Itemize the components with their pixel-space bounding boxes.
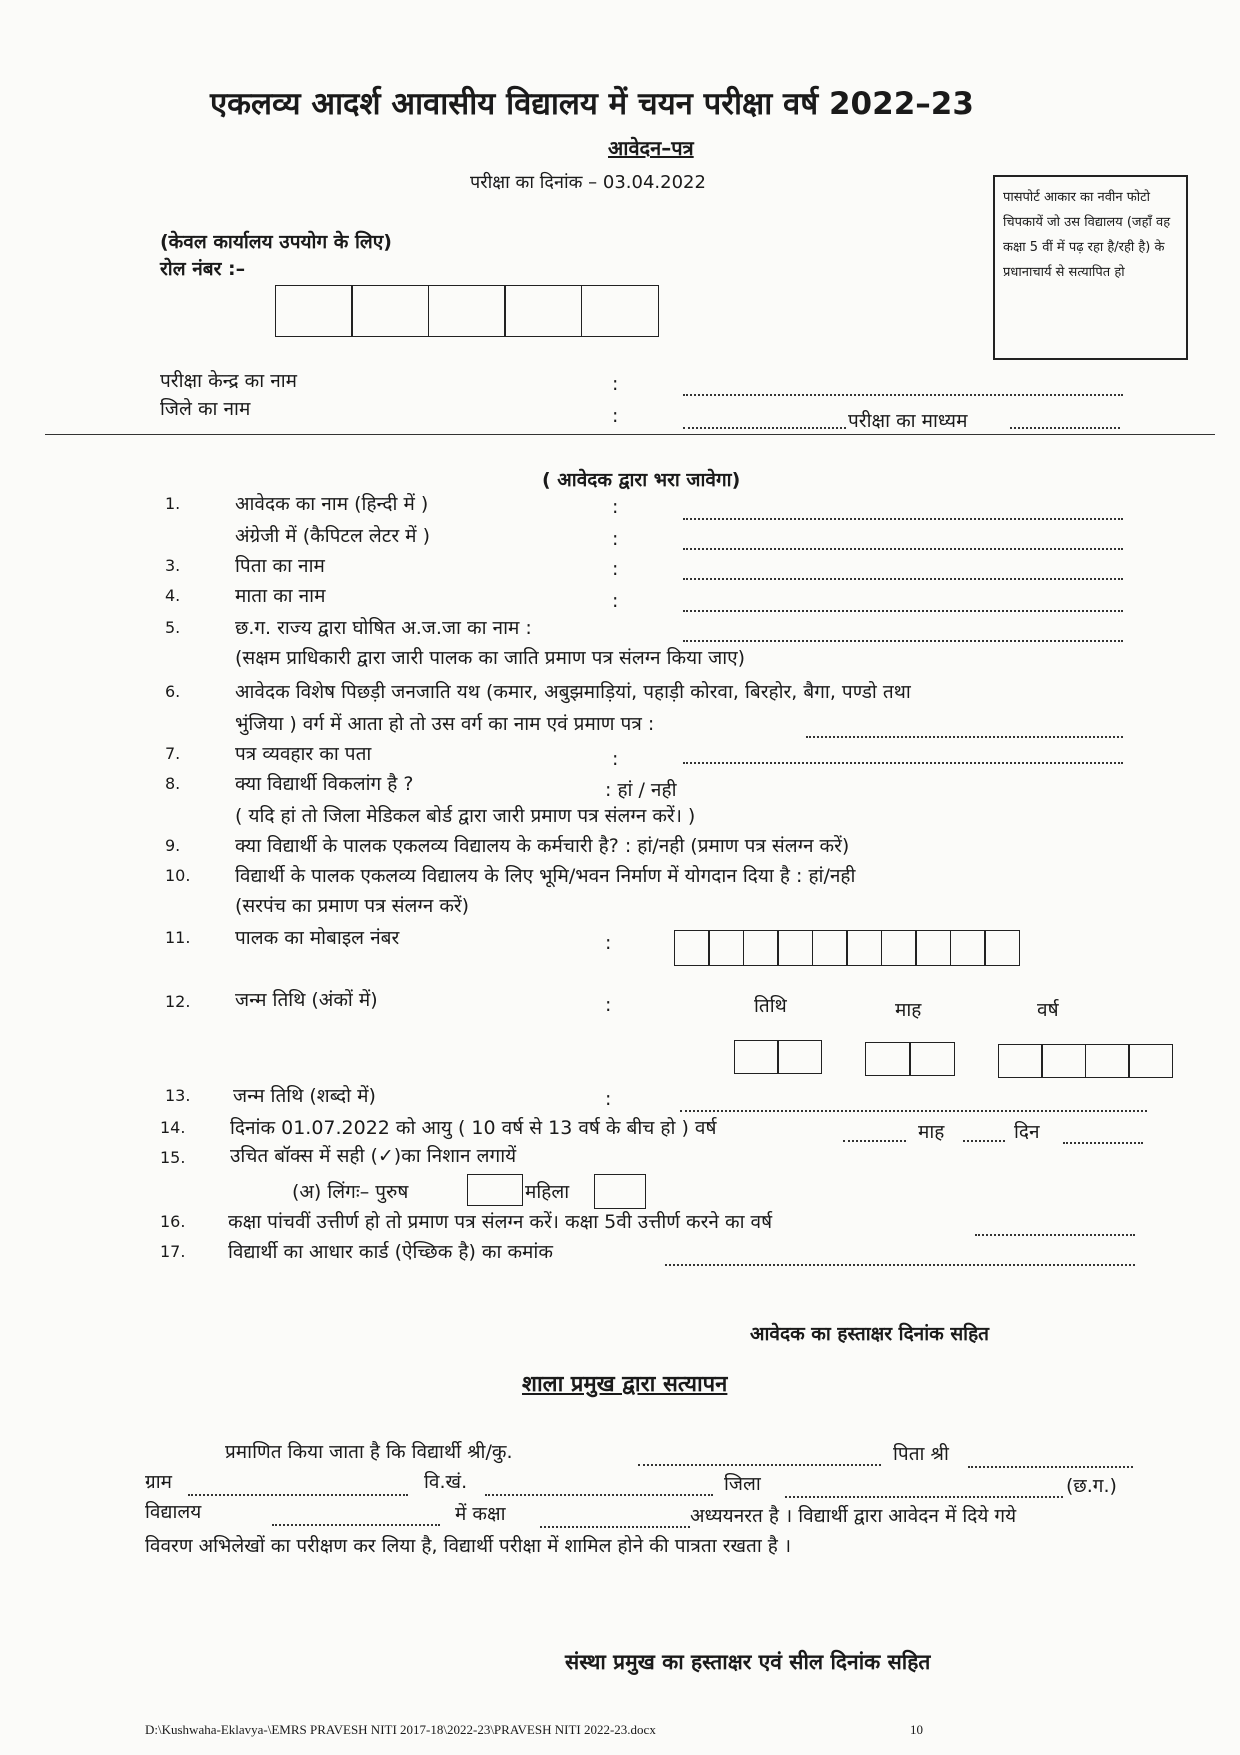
age-days-field[interactable] — [1063, 1142, 1143, 1144]
item-number: 16. — [160, 1212, 186, 1231]
address-field[interactable] — [683, 762, 1123, 764]
item-number: 10. — [165, 866, 191, 885]
verification-text-4: विवरण अभिलेखों का परीक्षण कर लिया है, विद्यार्थी परीक्षा में शामिल होने की पात्रता रखता है । — [145, 1535, 792, 1557]
office-use-heading: (केवल कार्यालय उपयोग के लिए) — [160, 231, 392, 253]
name-english-label: अंग्रेजी में (कैपिटल लेटर में ) — [235, 525, 430, 547]
pvtg-label: आवेदक विशेष पिछड़ी जनजाति यथ (कमार, अबुझमाड़ियां, पहाड़ी कोरवा, बिरहोर, बैगा, पण्डो तथा — [235, 681, 911, 703]
school-label: विद्यालय — [145, 1501, 202, 1523]
dob-day-label: तिथि — [754, 995, 787, 1017]
colon: : — [612, 373, 619, 395]
land-contribution-question[interactable]: विद्यार्थी के पालक एकलव्य विद्यालय के लिए भूमि/भवन निर्माण में योगदान दिया है : हां/नही — [235, 865, 856, 887]
mother-name-label: माता का नाम — [235, 585, 326, 607]
item-number: 3. — [165, 556, 181, 575]
pvtg-label-cont: भुंजिया ) वर्ग में आता हो तो उस वर्ग का नाम एवं प्रमाण पत्र : — [235, 713, 655, 735]
colon: : — [612, 558, 619, 580]
tribe-note: (सक्षम प्राधिकारी द्वारा जारी पालक का जाति प्रमाण पत्र संलग्न किया जाए) — [235, 647, 746, 669]
dob-month-boxes[interactable] — [866, 1042, 955, 1076]
colon: : — [605, 1088, 612, 1110]
aadhaar-field[interactable] — [665, 1264, 1135, 1266]
gender-female-label: महिला — [525, 1181, 570, 1203]
page-number: 10 — [910, 1722, 923, 1737]
item-number: 8. — [165, 774, 181, 793]
mobile-label: पालक का मोबाइल नंबर — [235, 927, 400, 949]
age-label: दिनांक 01.07.2022 को आयु ( 10 वर्ष से 13 वर्ष के बीच हो ) वर्ष — [230, 1117, 717, 1139]
roll-number-boxes[interactable] — [276, 285, 659, 337]
principal-signature-label: संस्था प्रमुख का हस्ताक्षर एवं सील दिनांक सहित — [565, 1650, 931, 1674]
exam-center-label: परीक्षा केन्द्र का नाम — [160, 370, 298, 392]
class-field[interactable] — [540, 1526, 690, 1528]
item-number: 5. — [165, 618, 181, 637]
parent-employee-question[interactable]: क्या विद्यार्थी के पालक एकलव्य विद्यालय के कर्मचारी है? : हां/नही (प्रमाण पत्र संलग्न करें) — [235, 835, 850, 857]
roll-number-label: रोल नंबर :– — [160, 258, 246, 280]
aadhaar-label: विद्यार्थी का आधार कार्ड (ऐच्छिक है) का कमांक — [228, 1241, 553, 1263]
page-title: एकलव्य आदर्श आवासीय विद्यालय में चयन परीक्षा वर्ष 2022–23 — [210, 86, 974, 122]
item-number: 9. — [165, 836, 181, 855]
district-label: जिले का नाम — [160, 398, 251, 420]
name-hindi-field[interactable] — [683, 518, 1123, 520]
dob-year-label: वर्ष — [1037, 999, 1059, 1021]
father-name-label: पिता का नाम — [235, 555, 325, 577]
village-label: ग्राम — [145, 1471, 172, 1493]
dob-month-label: माह — [895, 999, 922, 1021]
colon: : — [612, 528, 619, 550]
form-subtitle: आवेदन–पत्र — [608, 136, 694, 160]
pvtg-field[interactable] — [806, 736, 1123, 738]
item-number: 17. — [160, 1242, 186, 1261]
school-field[interactable] — [272, 1524, 440, 1526]
district-verification-field[interactable] — [785, 1496, 1063, 1498]
father-name-field[interactable] — [683, 578, 1123, 580]
item-number: 7. — [165, 744, 181, 763]
block-field[interactable] — [485, 1494, 713, 1496]
colon: : — [612, 590, 619, 612]
colon: : — [612, 496, 619, 518]
verification-father-label: पिता श्री — [893, 1443, 949, 1465]
photo-box — [993, 175, 1188, 360]
exam-medium-label: परीक्षा का माध्यम — [848, 410, 968, 432]
student-name-field[interactable] — [638, 1464, 881, 1466]
exam-medium-field[interactable] — [1010, 427, 1120, 429]
land-contribution-note: (सरपंच का प्रमाण पत्र संलग्न करें) — [235, 895, 470, 917]
item-number: 12. — [165, 992, 191, 1011]
disability-note: ( यदि हां तो जिला मेडिकल बोर्ड द्वारा जारी प्रमाण पत्र संलग्न करें। ) — [235, 805, 696, 827]
divider — [45, 434, 1215, 435]
mobile-number-boxes[interactable] — [675, 930, 1020, 966]
item-number: 15. — [160, 1148, 186, 1167]
age-month-label: माह — [918, 1121, 945, 1143]
age-years-field[interactable] — [843, 1140, 906, 1142]
district-verification-label: जिला — [724, 1473, 761, 1495]
block-label: वि.खं. — [424, 1471, 468, 1493]
student-father-field[interactable] — [968, 1466, 1133, 1468]
address-label: पत्र व्यवहार का पता — [235, 743, 372, 765]
dob-words-label: जन्म तिथि (शब्दो में) — [233, 1085, 376, 1107]
exam-center-field[interactable] — [683, 394, 1123, 396]
village-field[interactable] — [188, 1494, 408, 1496]
verification-heading: शाला प्रमुख द्वारा सत्यापन — [522, 1372, 728, 1397]
tick-instruction: उचित बॉक्स में सही (✓)का निशान लगायें — [230, 1145, 517, 1167]
state-label: (छ.ग.) — [1066, 1475, 1117, 1497]
colon: : — [605, 932, 612, 954]
verification-text-1: प्रमाणित किया जाता है कि विद्यार्थी श्री/कु. — [225, 1441, 513, 1463]
dob-day-boxes[interactable] — [735, 1040, 822, 1074]
colon: : — [605, 994, 612, 1016]
applicant-heading: ( आवेदक द्वारा भरा जावेगा) — [542, 469, 741, 491]
item-number: 13. — [165, 1086, 191, 1105]
gender-male-checkbox[interactable] — [467, 1174, 523, 1206]
name-hindi-label: आवेदक का नाम (हिन्दी में ) — [235, 493, 429, 515]
age-months-field[interactable] — [963, 1140, 1005, 1142]
item-number: 11. — [165, 928, 191, 947]
item-number: 4. — [165, 586, 181, 605]
dob-digits-label: जन्म तिथि (अंकों में) — [235, 989, 378, 1011]
colon: : — [612, 748, 619, 770]
colon: : — [612, 405, 619, 427]
tribe-name-field[interactable] — [683, 640, 1123, 642]
gender-female-checkbox[interactable] — [594, 1174, 646, 1209]
tribe-name-label: छ.ग. राज्य द्वारा घोषित अ.ज.जा का नाम : — [235, 617, 532, 639]
name-english-field[interactable] — [683, 548, 1123, 550]
class-label: में कक्षा — [455, 1503, 506, 1525]
verification-text-3: अध्ययनरत है । विद्यार्थी द्वारा आवेदन में दिये गये — [690, 1505, 1017, 1527]
disability-options[interactable]: : हां / नही — [605, 779, 677, 801]
disability-label: क्या विद्यार्थी विकलांग है ? — [235, 773, 414, 795]
age-day-label: दिन — [1014, 1121, 1040, 1143]
photo-instructions: पासपोर्ट आकार का नवीन फोटो चिपकायें जो उस विद्यालय (जहाँ वह कक्षा 5 वीं में पढ़ रहा है/रही है) के प्रधानाचार्य से सत्यापित हो — [1003, 190, 1171, 280]
dob-words-field[interactable] — [680, 1110, 1147, 1112]
footer-file-path: D:\Kushwaha-Eklavya-\EMRS PRAVESH NITI 2017-18\2022-23\PRAVESH NITI 2022-23.docx — [145, 1722, 656, 1737]
district-field[interactable] — [683, 427, 846, 429]
item-number: 14. — [160, 1118, 186, 1137]
class5-pass-label: कक्षा पांचवीं उत्तीर्ण हो तो प्रमाण पत्र संलग्न करें। कक्षा 5वी उत्तीर्ण करने का वर्ष — [228, 1211, 773, 1233]
applicant-signature-label: आवेदक का हस्ताक्षर दिनांक सहित — [750, 1323, 990, 1345]
dob-year-boxes[interactable] — [999, 1044, 1173, 1078]
class5-pass-year-field[interactable] — [975, 1234, 1135, 1236]
exam-date: परीक्षा का दिनांक – 03.04.2022 — [470, 172, 706, 193]
item-number: 6. — [165, 682, 181, 701]
gender-label: (अ) लिंगः– पुरुष — [292, 1181, 409, 1203]
mother-name-field[interactable] — [683, 610, 1123, 612]
item-number: 1. — [165, 494, 181, 513]
